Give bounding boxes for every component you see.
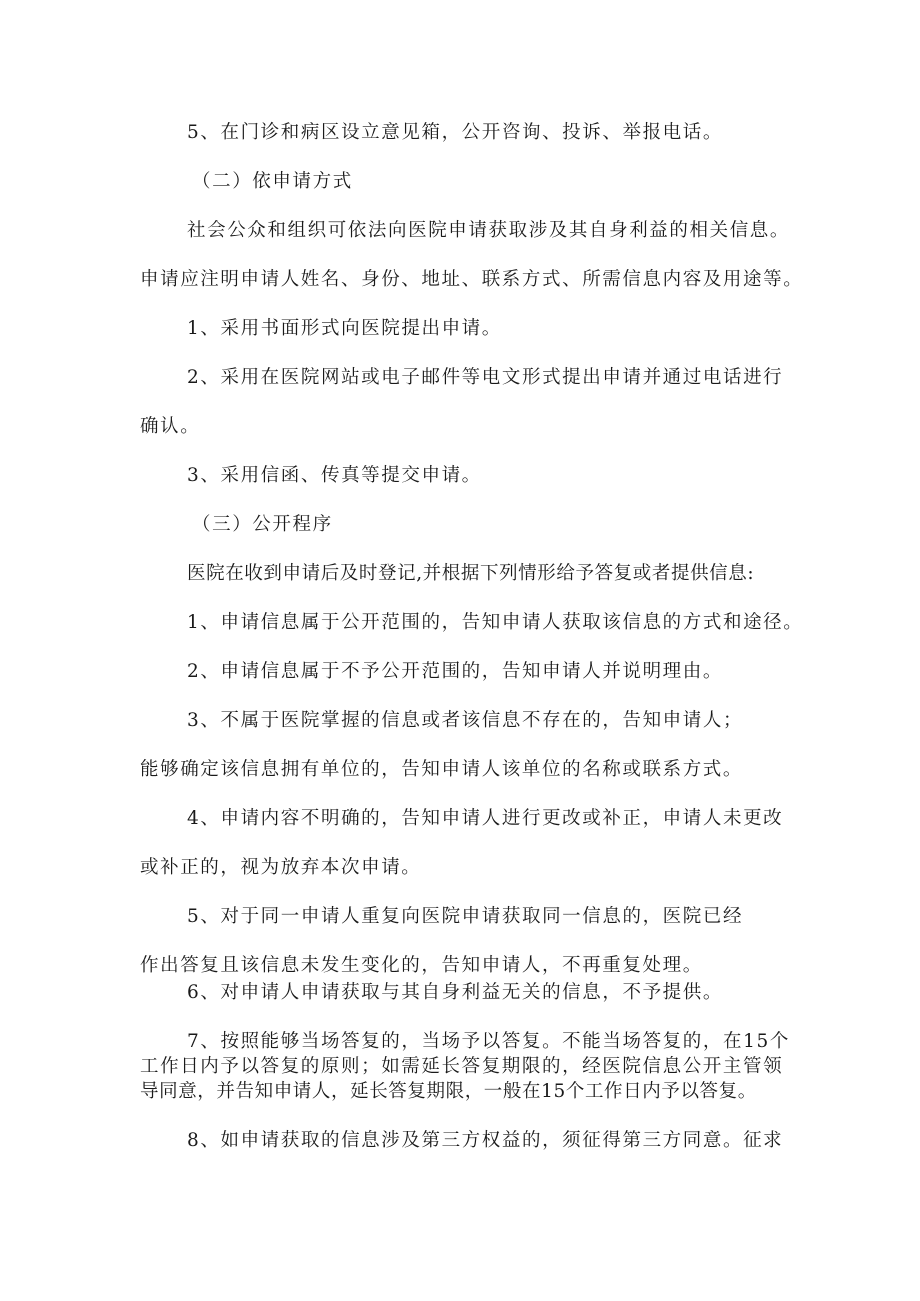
paragraph-line: 2、申请信息属于不予公开范围的，告知申请人并说明理由。 (187, 661, 723, 682)
paragraph-line: 3、不属于医院掌握的信息或者该信息不存在的，告知申请人； (187, 710, 744, 731)
paragraph-line: 申请应注明申请人姓名、身份、地址、联系方式、所需信息内容及用途等。 (140, 269, 804, 290)
paragraph-line: 5、在门诊和病区设立意见箱，公开咨询、投诉、举报电话。 (187, 122, 723, 143)
paragraph-line: 1、采用书面形式向医院提出申请。 (187, 318, 502, 339)
paragraph-line: 8、如申请获取的信息涉及第三方权益的，须征得第三方同意。征求 (187, 1130, 784, 1151)
paragraph-line: 医院在收到申请后及时登记,并根据下列情形给予答复或者提供信息: (187, 563, 755, 584)
paragraph-line: 5、对于同一申请人重复向医院申请获取同一信息的，医院已经 (187, 906, 744, 927)
section-heading: （二）依申请方式 (192, 171, 353, 192)
paragraph-line: 2、采用在医院网站或电子邮件等电文形式提出申请并通过电话进行 (187, 367, 784, 388)
paragraph-line: 作出答复且该信息未发生变化的，告知申请人，不再重复处理。 (140, 955, 703, 976)
paragraph-line: 4、申请内容不明确的，告知申请人进行更改或补正，申请人未更改 (187, 808, 784, 829)
paragraph-line: 1、申请信息属于公开范围的，告知申请人获取该信息的方式和途径。 (187, 612, 804, 633)
paragraph-line: 导同意，并告知申请人，延长答复期限，一般在15个工作日内予以答复。 (140, 1081, 757, 1102)
paragraph-line: 社会公众和组织可依法向医院申请获取涉及其自身利益的相关信息。 (187, 220, 791, 241)
paragraph-line: 确认。 (140, 416, 201, 437)
paragraph-line: 工作日内予以答复的原则；如需延长答复期限的，经医院信息公开主管领 (140, 1056, 784, 1077)
paragraph-line: 能够确定该信息拥有单位的，告知申请人该单位的名称或联系方式。 (140, 759, 744, 780)
section-heading: （三）公开程序 (192, 514, 333, 535)
paragraph-line: 6、对申请人申请获取与其自身利益无关的信息，不予提供。 (187, 982, 723, 1003)
paragraph-line: 3、采用信函、传真等提交申请。 (187, 465, 482, 486)
paragraph-line: 7、按照能够当场答复的，当场予以答复。不能当场答复的，在15个 (187, 1031, 790, 1052)
paragraph-line: 或补正的，视为放弃本次申请。 (140, 857, 422, 878)
